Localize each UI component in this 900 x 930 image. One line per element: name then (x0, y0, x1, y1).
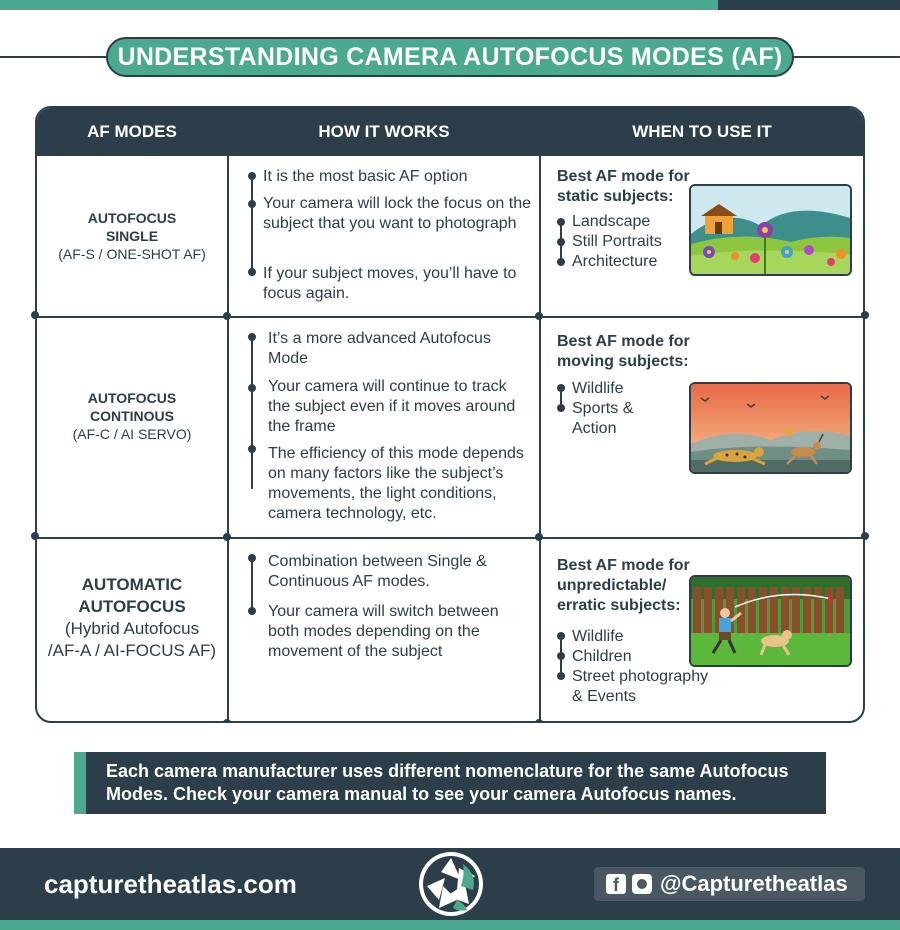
aperture-logo-icon (417, 850, 485, 918)
bullet-dot (248, 268, 256, 276)
use-item: Action (572, 420, 617, 437)
mode-name: CONTINOUS (90, 408, 174, 424)
how-bullet: Your camera will lock the focus on the subject that you want to photograph (263, 195, 531, 232)
social-handle-text: @Capturetheatlas (660, 871, 848, 896)
grid-node (223, 312, 231, 320)
bullet-timeline (251, 337, 253, 489)
use-heading (557, 332, 690, 372)
mode-abbrev: (AF-S / ONE-SHOT AF) (58, 246, 206, 262)
column-divider (539, 108, 541, 721)
use-item: Wildlife (572, 380, 624, 397)
footer-accent (0, 920, 900, 930)
use-item: Children (572, 648, 632, 665)
table-header (37, 108, 863, 156)
use-item: Landscape (572, 213, 651, 230)
use-dot (557, 258, 565, 266)
use-heading-line: unpredictable/ (557, 577, 667, 594)
mode-name: AUTOFOCUS (87, 390, 177, 406)
header-how-it-works: HOW IT WORKS (318, 122, 450, 141)
use-dot (557, 632, 565, 640)
grid-node (223, 719, 231, 723)
mode-cell-single (37, 209, 227, 263)
use-heading-line: erratic subjects: (557, 597, 681, 614)
bullet-dot (248, 445, 256, 453)
mode-abbrev: (AF-C / AI SERVO) (72, 426, 192, 442)
site-link[interactable]: capturetheatlas.com (44, 869, 297, 899)
bullet-timeline (251, 558, 253, 614)
use-heading-line: moving subjects: (557, 353, 689, 370)
grid-node (31, 532, 39, 540)
mode-cell-continuous (37, 389, 227, 443)
grid-node (535, 312, 543, 320)
use-item: Wildlife (572, 628, 624, 645)
how-bullet: The efficiency of this mode depends on many factors like the subject’s movements, the light conditions, camera technology, etc. (268, 445, 524, 522)
af-modes-table (35, 106, 865, 723)
grid-node (223, 533, 231, 541)
instagram-icon[interactable] (632, 874, 652, 894)
top-accent-teal (0, 0, 718, 10)
use-dot (557, 218, 565, 226)
grid-node (31, 311, 39, 319)
how-bullet: If your subject moves, you’ll have to focus again. (263, 265, 517, 302)
cheetah-illustration (689, 382, 852, 474)
page-title: UNDERSTANDING CAMERA AUTOFOCUS MODES (AF) (106, 37, 794, 77)
how-bullet: Your camera will continue to track the subject even if it moves around the frame (268, 378, 516, 435)
bullet-dot (248, 333, 256, 341)
how-bullet: It’s a more advanced Autofocus Mode (268, 330, 491, 367)
use-heading-line: Best AF mode for (557, 333, 690, 350)
mode-name: SINGLE (105, 228, 159, 244)
use-item: Still Portraits (572, 233, 662, 250)
use-item: Street photography (572, 668, 709, 685)
how-bullet: Your camera will switch between both modes depending on the movement of the subject (268, 603, 499, 660)
use-item: Architecture (572, 253, 658, 270)
landscape-illustration (689, 184, 852, 276)
mode-abbrev: (Hybrid Autofocus (64, 619, 200, 638)
facebook-icon[interactable]: f (606, 874, 626, 894)
use-dot (557, 404, 565, 412)
use-dot (557, 384, 565, 392)
use-heading-line: static subjects: (557, 188, 674, 205)
use-item: Sports & (572, 400, 634, 417)
mode-name: AUTOMATIC (81, 575, 183, 594)
manufacturer-note: Each camera manufacturer uses different nomenclature for the same Autofocus Modes. Check your camera manual to see your camera Autofocus names. (74, 752, 826, 814)
mode-name: AUTOFOCUS (87, 210, 177, 226)
grid-node (535, 533, 543, 541)
mode-name: AUTOFOCUS (78, 597, 186, 616)
row-divider (37, 537, 863, 539)
grid-node (535, 719, 543, 723)
use-dot (557, 672, 565, 680)
how-bullet: Combination between Single & Continuous AF modes. (268, 553, 487, 590)
boy-dog-illustration (689, 575, 852, 667)
mode-abbrev: /AF-A / AI-FOCUS AF) (47, 641, 217, 660)
use-heading-line: Best AF mode for (557, 168, 690, 185)
bullet-timeline (251, 180, 253, 276)
bullet-dot (248, 607, 256, 615)
use-heading (557, 556, 690, 616)
how-bullet: It is the most basic AF option (263, 168, 468, 185)
use-heading (557, 167, 690, 207)
header-af-modes: AF MODES (87, 122, 177, 141)
top-accent-dark (718, 0, 900, 10)
header-when-to-use: WHEN TO USE IT (632, 122, 772, 141)
use-heading-line: Best AF mode for (557, 557, 690, 574)
bullet-dot (248, 200, 256, 208)
column-divider (227, 108, 229, 721)
bullet-dot (248, 384, 256, 392)
row-divider (37, 316, 863, 318)
bullet-dot (248, 172, 256, 180)
use-item: & Events (572, 688, 637, 705)
social-handle[interactable] (594, 867, 865, 901)
use-dot (557, 238, 565, 246)
mode-cell-automatic (37, 574, 227, 662)
use-dot (557, 652, 565, 660)
grid-node (861, 311, 869, 319)
grid-node (861, 532, 869, 540)
bullet-dot (248, 554, 256, 562)
